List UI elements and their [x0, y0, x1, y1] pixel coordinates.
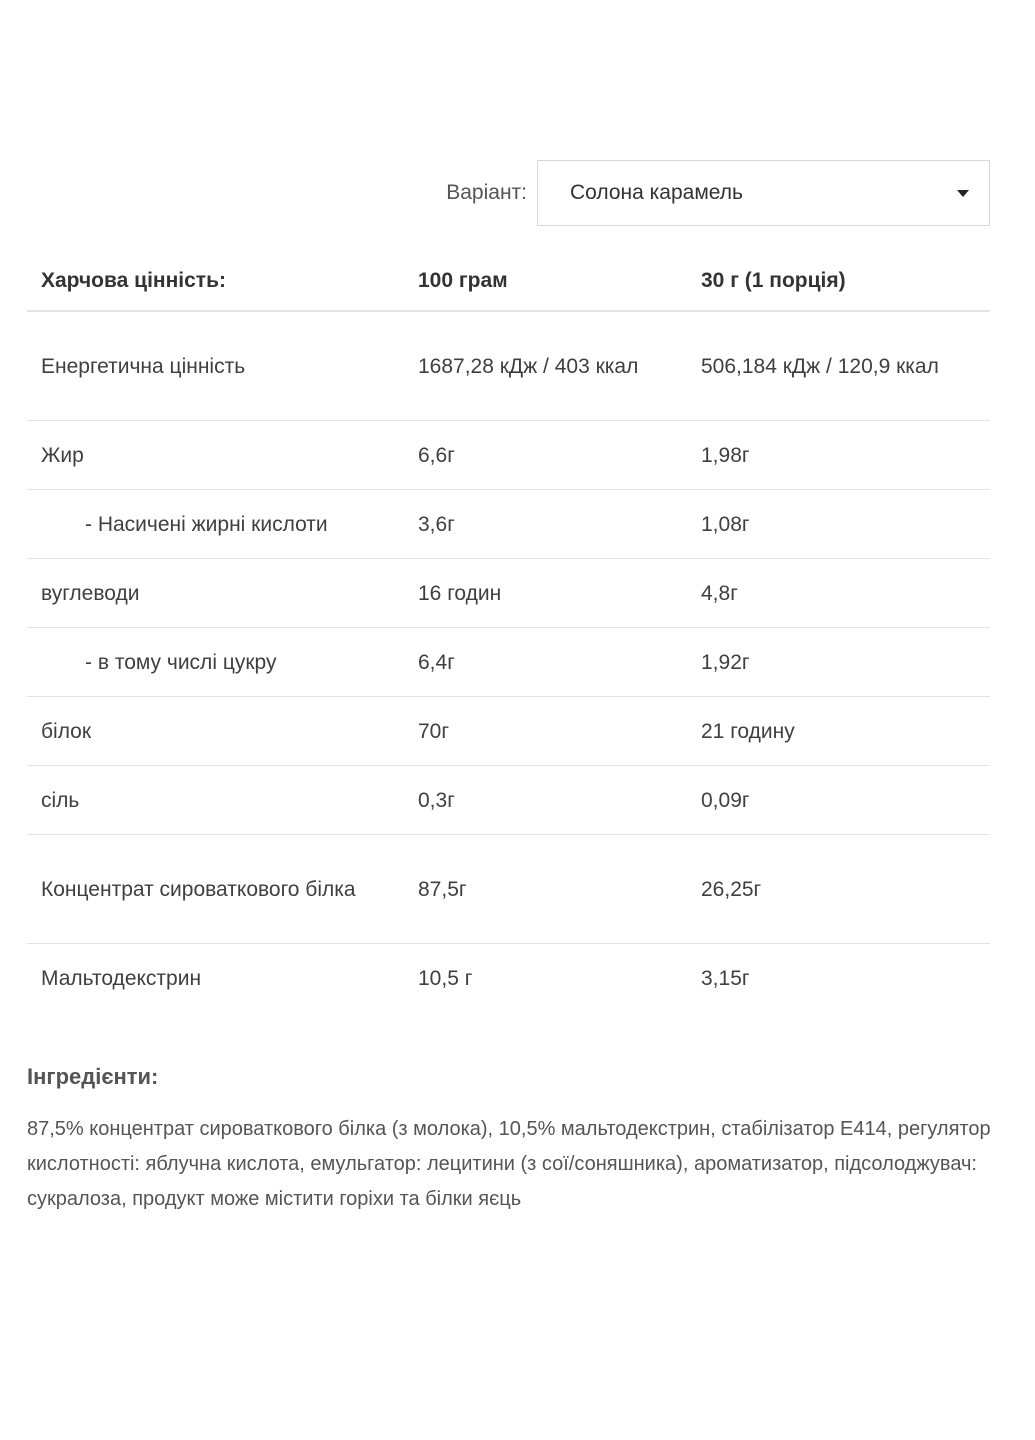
value-per-100g: 0,3г	[418, 788, 455, 812]
ingredients-title: Інгредієнти:	[27, 1064, 159, 1089]
variant-selected-value: Солона карамель	[570, 181, 743, 204]
table-row	[27, 312, 990, 421]
table-row	[27, 628, 990, 697]
table-header	[27, 250, 990, 312]
value-per-serving: 506,184 кДж / 120,9 ккал	[701, 354, 939, 378]
value-per-serving: 21 годину	[701, 719, 795, 743]
chevron-down-icon	[957, 190, 969, 197]
value-per-serving: 26,25г	[701, 877, 762, 901]
table-row	[27, 835, 990, 944]
value-per-serving: 1,98г	[701, 443, 750, 467]
variant-dropdown[interactable]	[537, 160, 990, 226]
value-per-serving: 1,92г	[701, 650, 750, 674]
nutrient-name: Енергетична цінність	[41, 354, 246, 378]
nutrition-table	[27, 250, 990, 1013]
nutrient-name: Мальтодекстрин	[41, 967, 202, 990]
table-row	[27, 559, 990, 628]
header-per-serving: 30 г (1 порція)	[701, 268, 846, 292]
ingredients-section	[27, 1064, 997, 1217]
variant-label: Варіант:	[446, 181, 527, 204]
value-per-serving: 4,8г	[701, 581, 738, 605]
nutrient-name: вуглеводи	[41, 581, 140, 605]
nutrient-name: - Насичені жирні кислоти	[85, 512, 328, 536]
table-row	[27, 697, 990, 766]
variant-selector	[446, 160, 990, 226]
value-per-serving: 0,09г	[701, 788, 750, 812]
value-per-100g: 70г	[418, 719, 450, 743]
value-per-serving: 3,15г	[701, 967, 750, 990]
value-per-100g: 6,6г	[418, 443, 455, 467]
ingredients-text: 87,5% концентрат сироваткового білка (з молока), 10,5% мальтодекстрин, стабілізатор E414, регулятор кислотності: яблучна кислота, емульгатор: лецитини (з сої/соняшника), ароматизатор, підсолоджувач: сукралоза, продукт може містити горіхи та білки яєць	[27, 1118, 991, 1210]
table-row	[27, 766, 990, 835]
value-per-100g: 3,6г	[418, 512, 455, 536]
header-per-100g: 100 грам	[418, 268, 508, 292]
nutrient-name: сіль	[41, 788, 80, 812]
value-per-serving: 1,08г	[701, 512, 750, 536]
nutrient-name: - в тому числі цукру	[85, 650, 277, 674]
table-row	[27, 490, 990, 559]
table-row	[27, 944, 990, 1013]
header-nutrient: Харчова цінність:	[41, 268, 226, 292]
nutrient-name: Концентрат сироваткового білка	[41, 877, 356, 901]
value-per-100g: 10,5 г	[418, 967, 473, 990]
nutrient-name: Жир	[41, 443, 84, 467]
value-per-100g: 87,5г	[418, 877, 467, 901]
table-row	[27, 421, 990, 490]
value-per-100g: 16 годин	[418, 581, 502, 605]
nutrient-name: білок	[41, 719, 92, 743]
value-per-100g: 1687,28 кДж / 403 ккал	[418, 354, 639, 378]
value-per-100g: 6,4г	[418, 650, 455, 674]
